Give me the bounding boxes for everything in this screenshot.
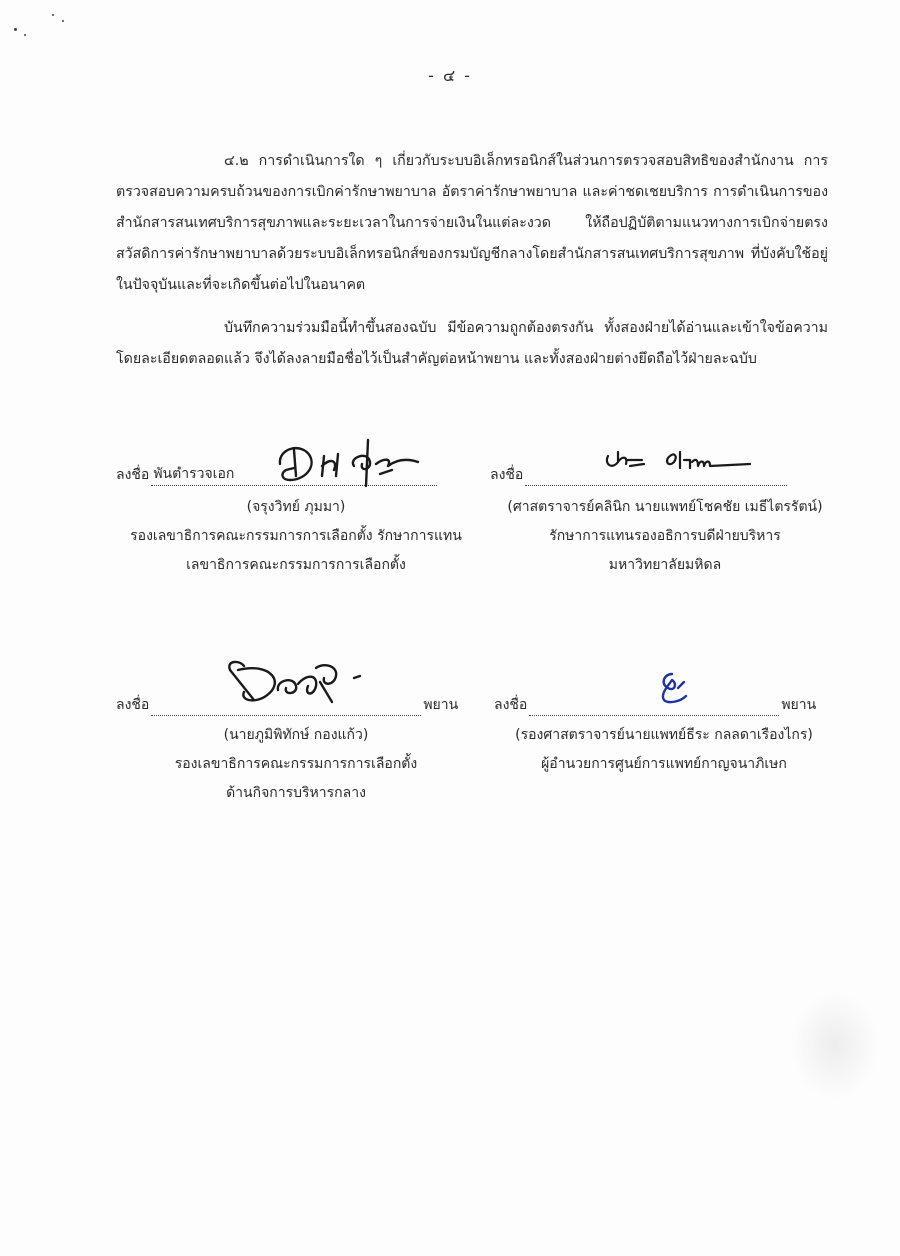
- paragraph-4-2: ๔.๒ การดำเนินการใด ๆ เกี่ยวกับระบบอิเล็กทรอนิกส์ในส่วนการตรวจสอบสิทธิของสำนักงาน การตรวจสอบความครบถ้วนของการเบิกค่ารักษาพยาบาล อัตราค่ารักษาพยาบาล และค่าชดเชยบริการ การดำเนินการของสำนักสารสนเทศบริการสุขภาพและระยะเวลาในการจ่ายเงินในแต่ละงวด ให้ถือปฏิบัติตามแนวทางการเบิกจ่ายตรงสวัสดิการค่ารักษาพยาบาลด้วยระบบอิเล็กทรอนิกส์ของกรมบัญชีกลางโดยสำนักสารสนเทศบริการสุขภาพ ที่บังคับใช้อยู่ในปัจจุบันและที่จะเกิดขึ้นต่อไปในอนาคต: [116, 153, 828, 293]
- scan-speck: [52, 14, 54, 16]
- signatory-position: รองเลขาธิการคณะกรรมการการเลือกตั้ง: [174, 756, 418, 772]
- scan-speck: [14, 28, 17, 31]
- witness-label: พยาน: [423, 697, 459, 713]
- handwritten-signature-top-right: [600, 446, 760, 476]
- signatory-name: (ศาสตราจารย์คลินิก นายแพทย์โชคชัย เมธีไตรรัตน์): [507, 499, 823, 515]
- signatory-name: (จรุงวิทย์ ภุมมา): [246, 499, 346, 515]
- signatory-block-bottom-left: [116, 721, 476, 808]
- signatory-position: เลขาธิการคณะกรรมการการเลือกตั้ง: [186, 557, 406, 573]
- witness-label: พยาน: [781, 697, 817, 713]
- signatory-block-top-right: [480, 493, 850, 580]
- signatory-position: มหาวิทยาลัยมหิดล: [608, 557, 722, 573]
- sign-label: ลงชื่อ: [490, 467, 524, 483]
- sign-label: ลงชื่อ: [116, 697, 150, 713]
- signatory-block-bottom-right: [486, 721, 842, 779]
- signatory-block-top-left: [116, 493, 476, 580]
- signatory-position: ผู้อำนวยการศูนย์การแพทย์กาญจนาภิเษก: [541, 756, 787, 772]
- sign-label: ลงชื่อ: [116, 467, 150, 483]
- handwritten-signature-bottom-right: [650, 670, 694, 708]
- handwritten-signature-bottom-left: [220, 656, 370, 712]
- rank-prefix: พันตำรวจเอก: [153, 466, 235, 482]
- sign-label: ลงชื่อ: [494, 697, 528, 713]
- signatory-position: รักษาการแทนรองอธิการบดีฝ่ายบริหาร: [549, 528, 781, 544]
- closing-paragraph: บันทึกความร่วมมือนี้ทำขึ้นสองฉบับ มีข้อความถูกต้องตรงกัน ทั้งสองฝ่ายได้อ่านและเข้าใจข้อความโดยละเอียดตลอดแล้ว จึงได้ลงลายมือชื่อไว้เป็นสำคัญต่อหน้าพยาน และทั้งสองฝ่ายต่างยึดถือไว้ฝ่ายละฉบับ: [116, 320, 828, 367]
- scan-smudge: [790, 990, 880, 1100]
- page-number: - ๔ -: [428, 66, 472, 85]
- signatory-name: (นายภูมิพิทักษ์ กองแก้ว): [223, 727, 369, 743]
- scan-speck: [24, 34, 26, 36]
- scan-speck: [62, 20, 64, 22]
- signatory-name: (รองศาสตราจารย์นายแพทย์ธีระ กลลดาเรืองไกร): [515, 727, 813, 743]
- signatory-position: ด้านกิจการบริหารกลาง: [226, 785, 366, 801]
- handwritten-signature-top-left: [272, 436, 432, 496]
- signatory-position: รองเลขาธิการคณะกรรมการการเลือกตั้ง รักษาการแทน: [130, 528, 462, 544]
